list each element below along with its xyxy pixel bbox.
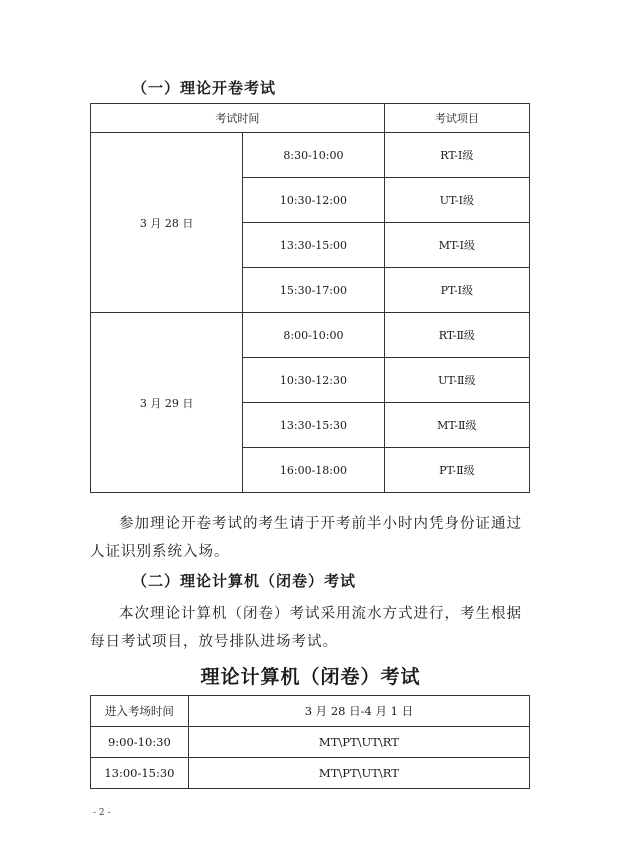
time-cell: 15:30-17:00	[243, 268, 384, 313]
item-cell: RT-Ⅰ级	[384, 133, 529, 178]
time-cell: 10:30-12:30	[243, 358, 384, 403]
open-book-exam-table	[90, 103, 530, 493]
computer-exam-title: 理论计算机（闭卷）考试	[200, 666, 421, 688]
entry-note-paragraph: 参加理论开卷考试的考生请于开考前半小时内凭身份证通过人证识别系统入场。	[90, 516, 522, 560]
items-cell: MT\PT\UT\RT	[188, 758, 529, 789]
header-date-range: 3 月 28 日-4 月 1 日	[188, 696, 529, 727]
table-row	[91, 133, 530, 178]
time-cell: 13:00-15:30	[91, 758, 189, 789]
item-cell: MT-Ⅰ级	[384, 223, 529, 268]
item-cell: PT-Ⅰ级	[384, 268, 529, 313]
item-cell: RT-Ⅱ级	[384, 313, 529, 358]
time-cell: 8:00-10:00	[243, 313, 384, 358]
section1-heading: （一）理论开卷考试	[132, 79, 277, 97]
header-entry-time: 进入考场时间	[91, 696, 189, 727]
table-header-row	[91, 104, 530, 133]
date-cell: 3 月 28 日	[91, 133, 243, 313]
items-cell: MT\PT\UT\RT	[188, 727, 529, 758]
item-cell: PT-Ⅱ级	[384, 448, 529, 493]
time-cell: 16:00-18:00	[243, 448, 384, 493]
time-cell: 10:30-12:00	[243, 178, 384, 223]
header-exam-time: 考试时间	[91, 104, 385, 133]
header-exam-item: 考试项目	[384, 104, 529, 133]
time-cell: 13:30-15:30	[243, 403, 384, 448]
page-number: - 2 -	[93, 808, 111, 818]
computer-exam-table	[90, 695, 530, 789]
table-row	[91, 758, 530, 789]
item-cell: UT-Ⅰ级	[384, 178, 529, 223]
time-cell: 13:30-15:00	[243, 223, 384, 268]
table-row	[91, 313, 530, 358]
computer-exam-paragraph: 本次理论计算机（闭卷）考试采用流水方式进行，考生根据每日考试项目，放号排队进场考试。	[90, 606, 522, 650]
time-cell: 9:00-10:30	[91, 727, 189, 758]
section2-heading: （二）理论计算机（闭卷）考试	[132, 572, 357, 590]
item-cell: UT-Ⅱ级	[384, 358, 529, 403]
table-header-row	[91, 696, 530, 727]
table-row	[91, 727, 530, 758]
date-cell: 3 月 29 日	[91, 313, 243, 493]
item-cell: MT-Ⅱ级	[384, 403, 529, 448]
time-cell: 8:30-10:00	[243, 133, 384, 178]
